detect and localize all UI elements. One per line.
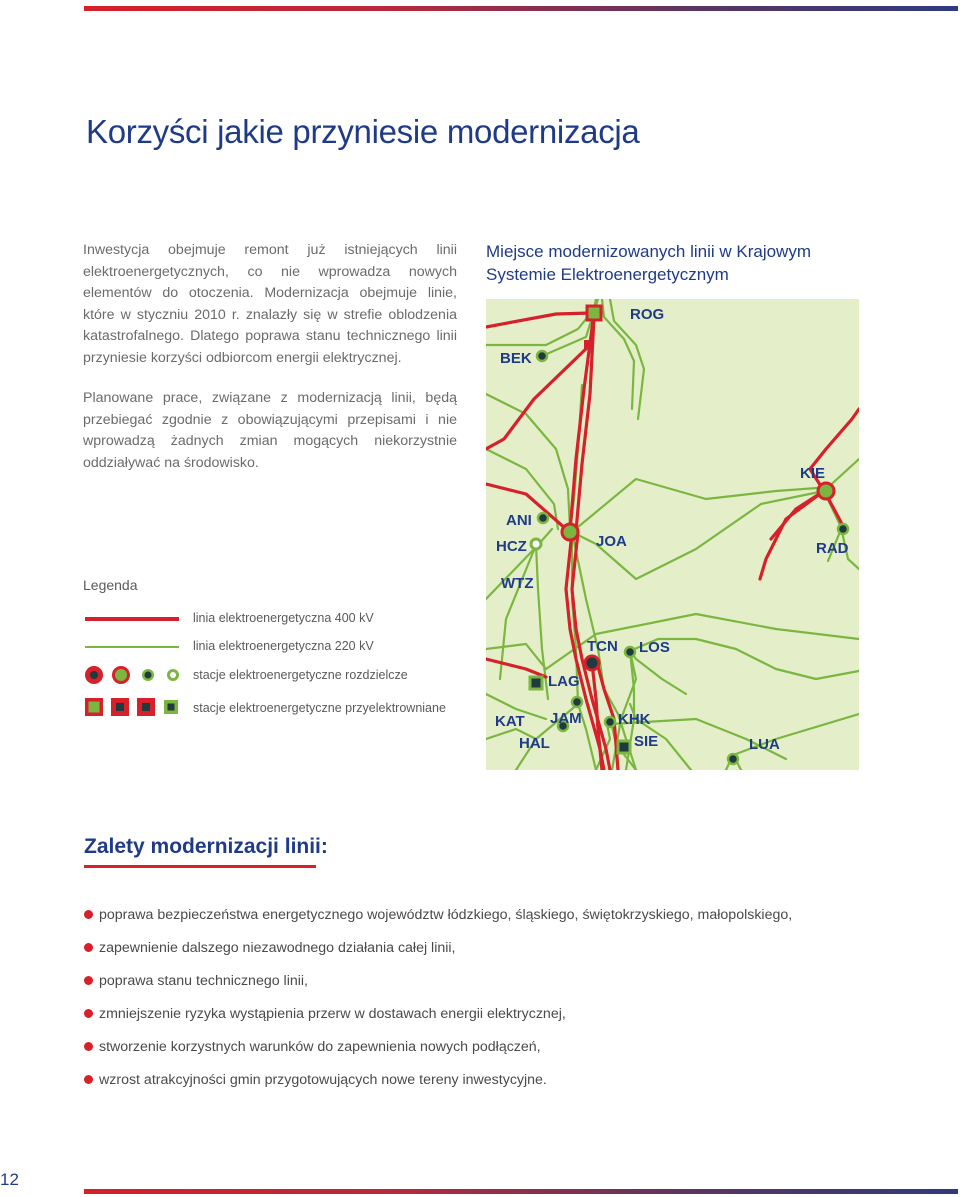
label-hcz: HCZ [496,538,527,555]
station-los-marker [625,647,635,657]
station-ani-marker [538,513,548,523]
list-item: zapewnienie dalszego niezawodnego działania całej linii, [84,938,792,971]
map-background [486,299,859,770]
bullet-icon [84,976,93,985]
bullet-icon [84,943,93,952]
map-title: Miejsce modernizowanych linii w Krajowym Systemie Elektroenergetycznym [486,242,811,284]
station-bek-marker [537,351,547,361]
list-item: zmniejszenie ryzyka wystąpienia przerw w dostawach energii elektrycznej, [84,1004,792,1037]
legend-station-icons [82,662,192,722]
station-lag-marker [530,677,542,689]
list-item: stworzenie korzystnych warunków do zapewnienia nowych podłączeń, [84,1037,792,1070]
label-ani: ANI [506,512,532,529]
station-kie-marker [818,483,834,499]
legend-line-400kv [85,617,179,621]
label-rog: ROG [630,306,665,323]
label-lag: LAG [548,673,580,690]
page-title: Korzyści jakie przyniesie modernizacja [86,113,640,150]
label-wtz: WTZ [501,575,534,592]
station-jam-marker [572,697,582,707]
label-tcn: TCN [587,638,618,655]
top-accent-bar [84,6,958,11]
legend-label-substations: stacje elektroenergetyczne rozdzielcze [193,668,408,682]
label-kat: KAT [495,713,525,730]
label-lua: LUA [749,736,780,753]
bullet-icon [84,1075,93,1084]
station-rog-marker [587,306,601,320]
intro-paragraph: Inwestycja obejmuje remont już istniejących linii elektroenergetycznych, co nie wprowadza nowych elementów do otoczenia. Modernizacja obejmuje linie, które w styczniu 2010 r. znalazły się w strefie oblodzenia katastrofalnego. Dlatego poprawa stanu technicznego linii przyniesie korzyści odbiorcom energii elektrycznej. [83,242,457,366]
bullet-icon [84,1042,93,1051]
benefits-title-underline [84,865,316,868]
list-item: wzrost atrakcyjności gmin przygotowujących nowe tereny inwestycyjne. [84,1070,792,1103]
label-kie: KIE [800,465,826,482]
legend-title: Legenda [83,577,138,593]
bullet-icon [84,1009,93,1018]
environment-paragraph: Planowane prace, związane z modernizacją linii, będą przebiegać zgodnie z obowiązującymi przepisami i nie wprowadzą żadnych zmian mogących niekorzystnie oddziaływać na środowisko. [83,390,457,471]
page-number: 12 [0,1170,19,1189]
benefits-title: Zalety modernizacji linii: [84,835,328,858]
station-khk-marker [605,717,615,727]
power-plant-small-marker [584,340,593,349]
station-lua-marker [728,754,738,764]
label-hal: HAL [519,735,550,752]
station-sie-marker [618,741,630,753]
label-rad: RAD [816,540,849,557]
label-khk: KHK [618,711,651,728]
label-joa: JOA [596,533,627,550]
label-sie: SIE [634,733,659,750]
power-grid-map [486,299,859,770]
legend-line-220kv [85,646,179,648]
benefits-list [84,905,792,1103]
legend-label-400kv: linia elektroenergetyczna 400 kV [193,611,374,625]
label-los: LOS [639,639,670,656]
label-bek: BEK [500,350,532,367]
bottom-accent-bar [84,1189,958,1194]
label-jam: JAM [550,710,582,727]
bullet-icon [84,910,93,919]
list-item: poprawa bezpieczeństwa energetycznego województw łódzkiego, śląskiego, świętokrzyskiego, małopolskiego, [84,905,792,938]
station-tcn-marker [585,656,599,670]
station-rad-marker [838,524,848,534]
list-item: poprawa stanu technicznego linii, [84,971,792,1004]
legend-label-220kv: linia elektroenergetyczna 220 kV [193,639,374,653]
station-joa-marker [562,524,578,540]
station-hcz-marker [531,539,541,549]
legend-label-power-plant-stations: stacje elektroenergetyczne przyelektrowniane [193,701,446,715]
